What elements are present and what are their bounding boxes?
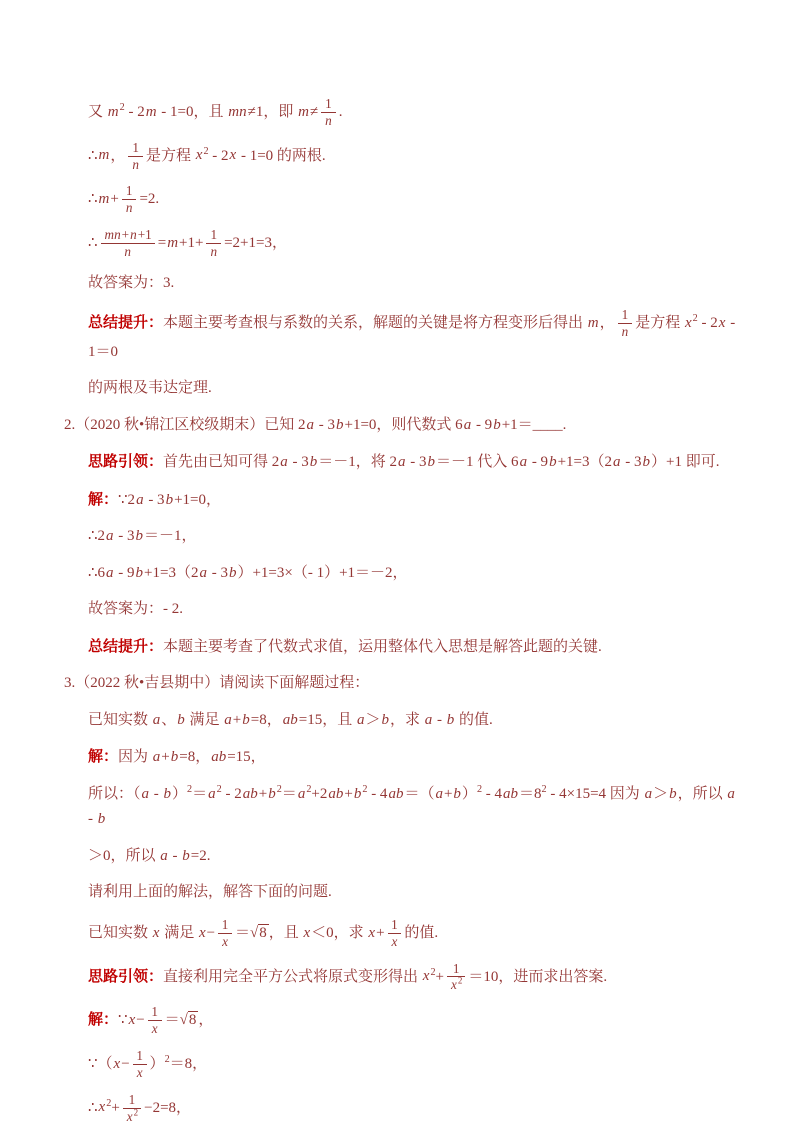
math-variable: b: [336, 416, 344, 433]
fraction-denominator: [122, 200, 137, 216]
math-variable: b: [165, 491, 174, 508]
math-variable: mn: [104, 227, 121, 243]
fraction: [618, 307, 633, 340]
problem2-solution-step3: ∴6a - 9b+1=3（2a - 3b）+1=3×（- 1）+1＝－2，: [88, 564, 408, 581]
fraction-numerator: 1: [148, 1004, 162, 1021]
math-variable: a: [297, 785, 306, 802]
fraction-denominator: [133, 1065, 147, 1081]
solution1-given-equation: 又 $m^2 - 2m - 1=0$，且 mn≠1，即 m≠ $\frac{1}{n}$ .: [88, 96, 343, 128]
fraction-numerator: 1: [388, 917, 402, 934]
solution1-answer: 故答案为：3.: [88, 274, 175, 291]
math-variable: a: [199, 564, 207, 581]
math-variable: b: [135, 564, 144, 581]
exponent: 2: [276, 783, 282, 795]
summary1-line2: 的两根及韦达定理.: [88, 380, 212, 397]
fraction: [206, 227, 221, 260]
math-variable: m: [145, 103, 157, 120]
radicand: 8: [259, 924, 267, 941]
math-variable: x: [718, 315, 726, 332]
fraction: [123, 1092, 141, 1123]
math-variable: a: [644, 785, 653, 802]
math-variable: ab: [328, 785, 344, 802]
math-variable: x: [368, 924, 376, 941]
fraction: [447, 961, 465, 994]
math-variable: x: [198, 924, 206, 941]
math-variable: b: [427, 454, 436, 471]
math-variable: b: [228, 564, 237, 581]
math-variable: ab: [242, 785, 258, 802]
math-variable: mn: [228, 103, 247, 120]
math-variable: x: [126, 1108, 133, 1123]
problem3-solution-step3: $\therefore x^2+$ $\frac{1}{x^2}$ −2=8，: [88, 1091, 192, 1123]
math-variable: a: [727, 785, 735, 802]
math-variable: n: [132, 156, 139, 172]
square-root: √8: [179, 1012, 197, 1029]
math-variable: m: [107, 103, 119, 120]
math-variable: x: [98, 1099, 106, 1116]
fraction-denominator: [447, 977, 465, 993]
fraction: [321, 96, 336, 129]
problem3-solution-step1: 解：∵x− $\frac{1}{x}$ ＝√8 ，: [88, 1004, 214, 1037]
math-variable: b: [446, 711, 455, 728]
fraction-numerator: 1: [447, 961, 465, 978]
problem3-given: 已知实数 a、b 满足 a+b=8，ab=15，且 a＞b，求 a - b 的值.: [88, 711, 493, 728]
document-body: [64, 96, 736, 1123]
exponent: 2: [164, 1053, 170, 1065]
math-variable: b: [549, 454, 557, 471]
math-variable: b: [163, 785, 172, 802]
math-variable: b: [381, 711, 389, 728]
math-variable: x: [229, 147, 237, 164]
math-variable: ab: [211, 749, 227, 766]
problem2-answer: 故答案为：- 2.: [88, 601, 183, 618]
fraction: [388, 917, 402, 950]
square-root: √8: [249, 924, 267, 941]
problem3-statement: 3.（2022 秋•吉县期中）请阅读下面解题过程：: [64, 675, 370, 692]
math-variable: a: [280, 454, 288, 471]
fraction-denominator: [206, 244, 221, 260]
math-variable: a: [208, 785, 216, 802]
math-variable: a: [424, 711, 433, 728]
exponent: 2: [106, 1097, 112, 1109]
fraction-numerator: 1: [122, 183, 137, 200]
section-label: 解：: [88, 1011, 119, 1029]
problem3-question: 已知实数 x 满足 x− $\frac{1}{x}$ ＝√8 ，且 x＜0，求 x+ $\frac{1}{x}$ 的值.: [88, 916, 439, 949]
math-variable: a: [106, 528, 114, 545]
math-variable: x: [151, 1021, 158, 1037]
problem3-hint: 思路引领：直接利用完全平方公式将原式变形得出 $x^2+$ $\frac{1}{x^2}$ ＝10，进而求出答案.: [88, 960, 608, 993]
fraction: [128, 140, 143, 173]
section-label: 解：: [88, 748, 119, 766]
section-label: 总结提升：: [88, 637, 164, 655]
math-variable: x: [303, 924, 311, 941]
exponent: 2: [457, 976, 463, 987]
problem2-solution-step1: 解：∵2a - 3b+1=0，: [88, 490, 221, 508]
exponent: 2: [203, 145, 209, 157]
math-variable: a: [160, 847, 168, 864]
math-variable: n: [621, 324, 629, 340]
fraction-numerator: mn+n+1: [101, 227, 155, 244]
math-variable: a: [136, 491, 144, 508]
math-variable: a: [356, 711, 365, 728]
problem3-example-step3: ＞0，所以 a - b=2.: [88, 847, 211, 864]
math-variable: b: [493, 416, 501, 433]
math-variable: a: [106, 564, 114, 581]
problem2-solution-step2: ∴2a - 3b＝－1，: [88, 528, 197, 545]
math-variable: n: [124, 243, 131, 259]
math-variable: a: [463, 416, 472, 433]
math-variable: b: [182, 847, 190, 864]
math-variable: b: [170, 749, 179, 766]
solution1-final-computation: ∴ $\frac{mn+n+1}{n}$ =m+1+ $\frac{1}{n}$ =2+1=3，: [88, 227, 287, 259]
math-variable: m: [98, 147, 110, 164]
math-variable: a: [519, 454, 528, 471]
problem3-example-step1: 解：因为 a+b=8，ab=15，: [88, 748, 266, 766]
math-variable: x: [222, 933, 228, 949]
section-label: 总结提升：: [88, 314, 164, 332]
math-variable: x: [451, 977, 457, 993]
section-label: 思路引领：: [88, 453, 164, 471]
math-variable: a: [306, 416, 315, 433]
math-variable: x: [422, 968, 430, 985]
math-variable: a: [612, 454, 621, 471]
summary1-line1: 总结提升：本题主要考查根与系数的关系，解题的关键是将方程变形后得出 m， $\frac{1}{n}$ 是方程 $x^2 - 2x - 1=0$: [88, 307, 736, 360]
fraction-denominator: [101, 244, 155, 260]
solution1-roots-statement: ∴m， $\frac{1}{n}$ 是方程 $x^2 - 2x - 1=0$ 的两根.: [88, 139, 326, 172]
math-variable: b: [242, 711, 250, 728]
exponent: 2: [133, 1107, 139, 1118]
exponent: 2: [476, 783, 483, 795]
fraction-numerator: 1: [618, 307, 633, 324]
math-variable: x: [391, 933, 398, 949]
math-variable: b: [669, 785, 677, 802]
math-variable: ab: [388, 785, 404, 802]
math-variable: a: [224, 711, 232, 728]
fraction: [133, 1048, 147, 1081]
fraction: [148, 1004, 162, 1037]
fraction-numerator: 1: [206, 227, 221, 244]
math-variable: b: [135, 528, 144, 545]
math-variable: x: [128, 1012, 136, 1029]
solution1-sum-of-roots: ∴m+ $\frac{1}{n}$ =2.: [88, 183, 160, 216]
exponent: 2: [306, 783, 312, 795]
radicand: 8: [188, 1012, 197, 1029]
problem3-instruction: 请利用上面的解法，解答下面的问题.: [88, 884, 332, 901]
math-variable: b: [268, 785, 276, 802]
math-variable: a: [435, 785, 443, 802]
math-variable: m: [98, 191, 110, 208]
problem3-solution-step2: ∵（x− $\frac{1}{x}$ ）$^2$＝8，: [88, 1048, 208, 1080]
fraction-numerator: 1: [133, 1048, 147, 1065]
math-variable: x: [152, 924, 160, 941]
exponent: 2: [541, 783, 547, 795]
fraction: [101, 227, 155, 260]
math-variable: m: [167, 234, 179, 251]
section-label: 解：: [88, 490, 119, 508]
fraction-numerator: 1: [123, 1092, 141, 1109]
math-variable: x: [136, 1064, 143, 1080]
math-variable: x: [685, 315, 692, 332]
exponent: 2: [362, 783, 368, 795]
math-variable: b: [353, 785, 362, 802]
math-variable: x: [195, 147, 203, 164]
math-variable: b: [642, 454, 650, 471]
summary2: 总结提升：本题主要考查了代数式求值，运用整体代入思想是解答此题的关键.: [88, 637, 602, 655]
problem2-statement: 2.（2020 秋•锦江区校级期末）已知 2a - 3b+1=0，则代数式 6a - 9b+1＝____.: [64, 416, 567, 433]
fraction-numerator: 1: [128, 140, 143, 157]
exponent: 2: [692, 313, 698, 325]
fraction-numerator: 1: [218, 917, 232, 934]
fraction-denominator: [148, 1021, 162, 1037]
math-variable: a: [152, 711, 161, 728]
math-variable: a: [141, 785, 150, 802]
fraction-denominator: [128, 157, 143, 173]
fraction-denominator: [321, 113, 336, 129]
math-variable: a: [152, 749, 161, 766]
math-variable: ab: [503, 785, 519, 802]
problem3-example-step2: 所以：$(a - b)^2=a^2 - 2ab+b^2=a^2+2ab+b^2 - 4ab=(a+b)^2 - 4ab=8^2 - 4\times 15=4$ 因为 a＞b，所以 a - b: [88, 783, 735, 828]
math-variable: x: [113, 1055, 121, 1072]
fraction: [218, 917, 232, 950]
exponent: 2: [430, 966, 436, 978]
fraction-denominator: [618, 324, 633, 340]
math-variable: b: [177, 711, 185, 728]
math-variable: n: [125, 200, 133, 216]
section-label: 思路引领：: [88, 967, 164, 985]
math-variable: b: [453, 785, 461, 802]
math-variable: m: [587, 315, 599, 332]
math-variable: m: [298, 103, 309, 120]
math-variable: n: [325, 112, 332, 128]
math-variable: b: [97, 811, 106, 828]
fraction: [122, 183, 137, 216]
exponent: 2: [187, 783, 193, 795]
fraction-denominator: [218, 934, 232, 950]
exponent: 2: [119, 101, 125, 113]
exponent: 2: [216, 783, 222, 795]
problem2-hint: 思路引领：首先由已知可得 2a - 3b＝－1，将 2a - 3b＝－1 代入 6a - 9b+1=3（2a - 3b）+1 即可.: [88, 453, 720, 471]
math-variable: n: [210, 243, 218, 259]
fraction-numerator: 1: [321, 96, 336, 113]
fraction-denominator: [123, 1109, 141, 1123]
math-variable: n: [130, 227, 137, 243]
math-variable: b: [309, 454, 318, 471]
math-variable: a: [398, 454, 406, 471]
math-variable: ab: [282, 711, 298, 728]
fraction-denominator: [388, 934, 402, 950]
